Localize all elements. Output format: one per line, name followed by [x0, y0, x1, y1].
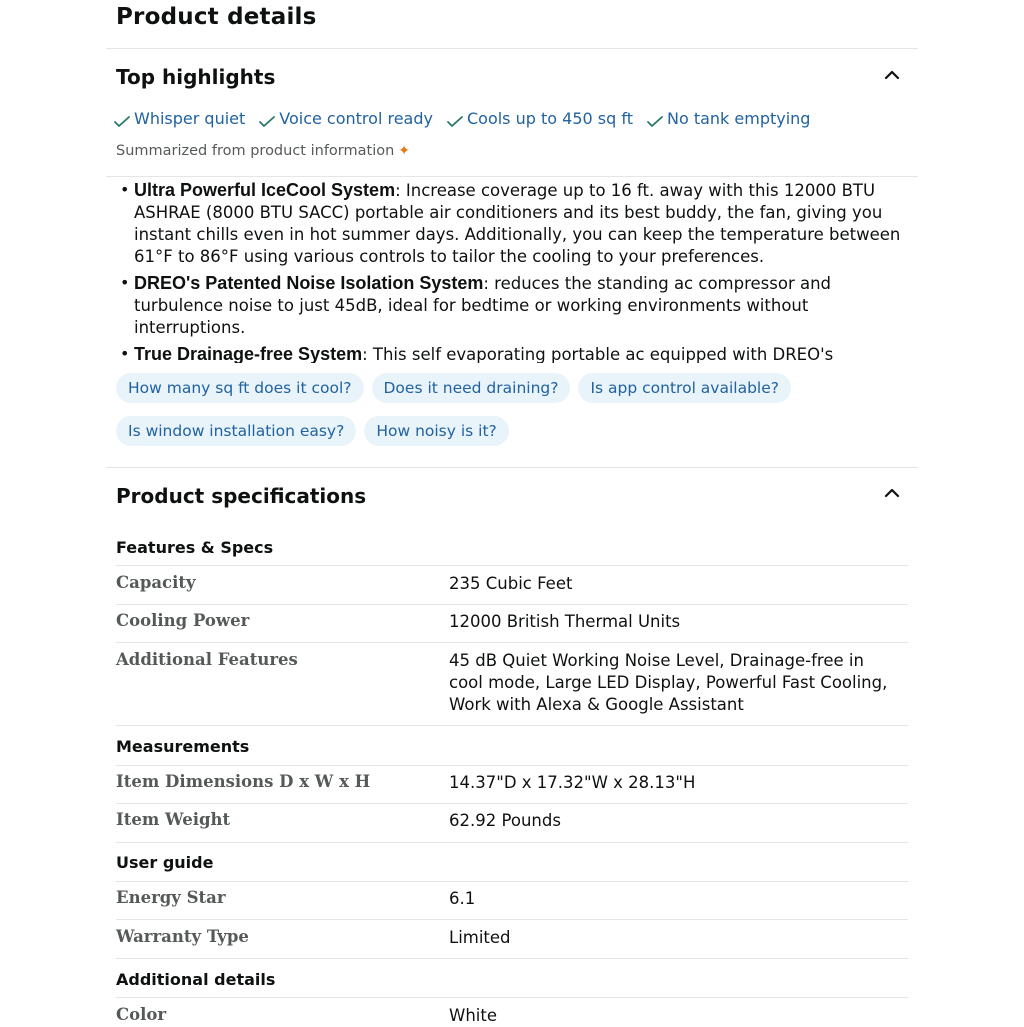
- divider: [116, 565, 908, 566]
- divider: [106, 48, 918, 49]
- spec-value: 45 dB Quiet Working Noise Level, Drainage-free in cool mode, Large LED Display, Powerful Fast Cooling, Work with Alexa & Google Assistant: [449, 651, 888, 714]
- highlight-description: [106, 176, 918, 363]
- highlight-list: [114, 109, 810, 128]
- check-icon: [259, 114, 275, 128]
- highlight-label: Whisper quiet: [134, 109, 246, 128]
- question-chip[interactable]: How many sq ft does it cool?: [116, 373, 364, 403]
- sparkle-icon: ✦: [398, 143, 411, 159]
- divider: [116, 725, 908, 726]
- highlight-item: [259, 109, 433, 128]
- spec-label: Energy Star: [116, 888, 226, 907]
- question-chip[interactable]: Is window installation easy?: [116, 416, 356, 446]
- highlight-item: [647, 109, 810, 128]
- divider: [116, 881, 908, 882]
- feature-bullet-text: : reduces the standing ac compressor and turbulence noise to just 45dB, ideal for bedtime or working environments without interruptions.: [134, 274, 832, 337]
- spec-label: Additional Features: [116, 650, 298, 669]
- summary-text: Summarized from product information: [116, 143, 395, 159]
- question-chip[interactable]: Is app control available?: [578, 373, 791, 403]
- question-chip[interactable]: How noisy is it?: [364, 416, 508, 446]
- spec-label: Item Weight: [116, 810, 231, 829]
- feature-bullet: [134, 343, 918, 363]
- feature-bullet: [134, 179, 918, 268]
- spec-label: Item Dimensions D x W x H: [116, 772, 371, 791]
- feature-bullet-title: DREO's Patented Noise Isolation System: [134, 273, 484, 293]
- suggested-questions-row: [116, 416, 916, 446]
- spec-value: Limited: [449, 928, 511, 947]
- collapse-chevron-up-icon[interactable]: [880, 63, 904, 87]
- divider: [106, 467, 918, 468]
- feature-bullet: [134, 272, 918, 339]
- feature-bullet-title: Ultra Powerful IceCool System: [134, 180, 396, 200]
- feature-bullet-title: True Drainage-free System: [134, 344, 363, 363]
- highlight-label: Voice control ready: [279, 109, 433, 128]
- divider: [116, 997, 908, 998]
- spec-value: 14.37"D x 17.32"W x 28.13"H: [449, 773, 696, 792]
- spec-group-heading: User guide: [116, 853, 214, 872]
- divider: [116, 604, 908, 605]
- top-highlights-title: Top highlights: [116, 65, 276, 89]
- spec-value: 235 Cubic Feet: [449, 574, 573, 593]
- collapse-chevron-up-icon[interactable]: [880, 481, 904, 505]
- divider: [116, 642, 908, 643]
- spec-group-heading: Additional details: [116, 970, 276, 989]
- summary-note: [116, 143, 410, 159]
- spec-value: 62.92 Pounds: [449, 811, 561, 830]
- spec-value: 6.1: [449, 889, 476, 908]
- page-title: Product details: [116, 4, 317, 30]
- highlight-label: Cools up to 450 sq ft: [466, 109, 633, 128]
- highlight-item: [447, 109, 633, 128]
- feature-bullet-text: : Increase coverage up to 16 ft. away with this 12000 BTU ASHRAE (8000 BTU SACC) portable air conditioners and its best buddy, the fan, giving you instant chills even in hot summer days. Additionally, you can keep the temperature between 61°F to 86°F using various controls to tailor the cooling to your preferences.: [134, 181, 901, 266]
- check-icon: [114, 114, 130, 128]
- divider: [116, 958, 908, 959]
- product-specifications-title: Product specifications: [116, 484, 367, 508]
- check-icon: [647, 114, 663, 128]
- divider: [116, 803, 908, 804]
- check-icon: [447, 114, 463, 128]
- feature-bullet-text: : This self evaporating portable ac equipped with DREO's: [362, 345, 834, 363]
- divider: [116, 919, 908, 920]
- spec-label: Cooling Power: [116, 611, 250, 630]
- spec-group-heading: Features & Specs: [116, 538, 274, 557]
- spec-label: Capacity: [116, 573, 196, 592]
- suggested-questions-row: [116, 373, 916, 403]
- spec-value: White: [449, 1006, 497, 1025]
- highlight-label: No tank emptying: [666, 109, 811, 128]
- spec-label: Warranty Type: [116, 927, 249, 946]
- divider: [116, 842, 908, 843]
- spec-label: Color: [116, 1005, 167, 1024]
- spec-value: 12000 British Thermal Units: [449, 612, 681, 631]
- question-chip[interactable]: Does it need draining?: [372, 373, 571, 403]
- spec-group-heading: Measurements: [116, 737, 250, 756]
- highlight-item: [114, 109, 245, 128]
- divider: [116, 765, 908, 766]
